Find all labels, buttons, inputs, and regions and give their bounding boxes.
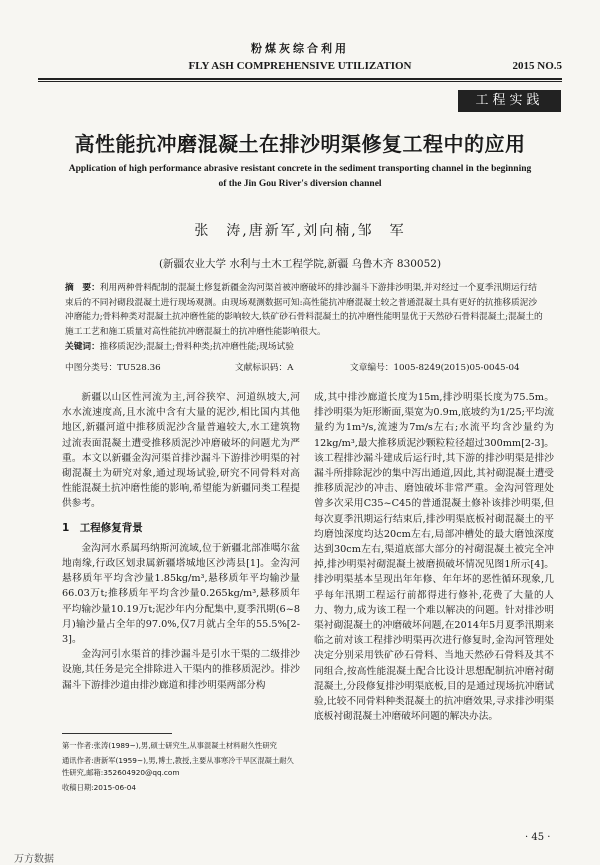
body-paragraph: 成,其中排沙廊道长度为15m,排沙明渠长度为75.5m。排沙明渠为矩形断面,渠宽为0.9m,底坡约为1/25;平均流量约为1m³/s,流速为7m/s左右;水流平均含沙量约为12kg/m³,最大推移质泥沙颗粒粒径超过300mm[2-3]。该工程排沙漏斗建成后运行时,其下游的排沙明渠是排沙漏斗所排除泥沙的集中泻出通道,因此,其衬砌混凝土遭受推移质泥沙的冲击、磨蚀破坏非常严重。金沟河管理处曾多次采用C35~C45的普通混凝土修补该排沙明渠,但每次夏季汛期运行结束后,排沙明渠底板衬砌混凝土的平均磨蚀深度均达20cm左右,局部冲槽处的最大磨蚀深度达到30cm左右,渠道底部大部分的衬砌混凝土被完全冲掉,排沙明渠衬砌混凝土被磨损破坏情况见图1所示[4]。排沙明渠基本呈现出年年修、年年坏的恶性循环现象,几乎每年汛期工程运行前都得进行修补,花费了大量的人力、物力,成为该工程一个难以解决的问题。针对排沙明渠衬砌混凝土的冲磨破坏问题,在2014年5月夏季汛期来临之前对该工程排沙明渠再次进行修复时,金沟河管理处决定分别采用铁矿砂石骨料、当地天然砂石骨料及其不同组合,按高性能混凝土配合比设计思想配制抗冲磨衬砌混凝土,分段修复排沙明渠底板,目的是通过现场抗冲磨试验,比较不同骨料种类混凝土的抗冲磨效果,寻求排沙明渠底板衬砌混凝土冲磨破坏问题的解决办法。	[314, 392, 554, 723]
footnote-rule	[62, 733, 172, 734]
title-en-line1: Application of high performance abrasive resistant concrete in the sediment transporting channel in the beginning	[68, 164, 532, 174]
body-paragraph: 金沟河引水渠首的排沙漏斗是引水干渠的二级排沙设施,其任务是完全排除进入干渠内的推移质泥沙。排沙漏斗下游排沙道由排沙廊道和排沙明渠两部分构	[62, 649, 300, 691]
clc-number: 中图分类号：TU528.36	[65, 363, 161, 373]
footnote-first-author: 第一作者:张涛(1989~),男,硕士研究生,从事混凝土材料耐久性研究	[62, 741, 277, 750]
body-paragraph: 金沟河水系属玛纳斯河流域,位于新疆北部准噶尔盆地南缘,行政区划隶属新疆塔城地区沙湾县[1]。金沟河悬移质年平均含沙量1.85kg/m³,悬移质年平均输沙量66.03万t;推移质年平均含沙量0.265kg/m³,悬移质年平均输沙量10.19万t;泥沙年内分配集中,夏季汛期(6~8月)输沙量占全年的97.0%,仅7月就占全年的55.5%[2-3]。	[62, 542, 300, 646]
right-column	[314, 390, 554, 724]
abstract-text: 利用两种骨料配制的混凝土修复新疆金沟河渠首被冲磨破坏的排沙漏斗下游排沙明渠,并对经过一个夏季汛期运行结束后的不同衬砌段混凝土进行现场观测。由现场观测数据可知:高性能抗冲磨混凝土较之普通混凝土具有更好的抗推移质泥沙冲磨能力;骨料种类对混凝土抗冲磨性能的影响较大,铁矿砂石骨料混凝土的抗冲磨性能明显优于天然砂石骨料混凝土;混凝土的施工工艺和施工质量对高性能抗冲磨混凝土的抗冲磨性能影响很大。	[65, 283, 543, 337]
header-rule-thin	[38, 81, 562, 82]
header-rule	[38, 78, 562, 80]
footnotes	[62, 740, 300, 797]
journal-name-cn: 粉煤灰综合利用	[251, 42, 349, 55]
title-cn: 高性能抗冲磨混凝土在排沙明渠修复工程中的应用	[74, 132, 526, 156]
journal-issue: 2015 NO.5	[512, 60, 562, 72]
keywords	[65, 340, 545, 354]
section-banner: 工程实践	[458, 90, 561, 112]
footnote-received-date: 收稿日期:2015-06-04	[62, 783, 137, 792]
footnote-corresponding-author: 通讯作者:唐新军(1959~),男,博士,教授,主要从事寒冷干旱区混凝土耐久性研究,邮箱:352604920@qq.com	[62, 756, 294, 777]
watermark: 万方数据	[14, 854, 54, 865]
page-number: · 45 ·	[525, 832, 551, 843]
intro-paragraph: 新疆以山区性河流为主,河谷狭窄、河道纵坡大,河水水流速度高,且水流中含有大量的泥沙,相比国内其他地区,新疆河道中推移质泥沙含量普遍较大,水工建筑物过流表面混凝土遭受推移质泥沙冲磨破坏的问题尤为严重。本文以新疆金沟河渠首排沙漏斗下游排沙明渠的衬砌混凝土为研究对象,通过现场试验,研究不同骨料对高性能混凝土抗冲磨性能的影响,希望能为新疆同类工程提供参考。	[62, 392, 300, 510]
abstract-label: 摘 要：	[65, 283, 100, 293]
keywords-text: 推移质泥沙;混凝土;骨料种类;抗冲磨性能;现场试验	[99, 342, 294, 352]
article-id: 文章编号：1005-8249(2015)05-0045-04	[350, 363, 520, 373]
keywords-label: 关键词：	[65, 342, 100, 352]
document-code: 文献标识码：A	[235, 363, 294, 373]
section-heading: 1 工程修复背景	[62, 521, 143, 534]
journal-name-en: FLY ASH COMPREHENSIVE UTILIZATION	[188, 60, 412, 72]
left-column	[62, 390, 300, 693]
abstract	[65, 281, 545, 339]
authors: 张 涛,唐新军,刘向楠,邹 军	[194, 223, 406, 239]
affiliation: (新疆农业大学 水利与土木工程学院,新疆 乌鲁木齐 830052)	[158, 258, 442, 270]
title-en-line2: of the Jin Gou River's diversion channel	[218, 179, 382, 189]
